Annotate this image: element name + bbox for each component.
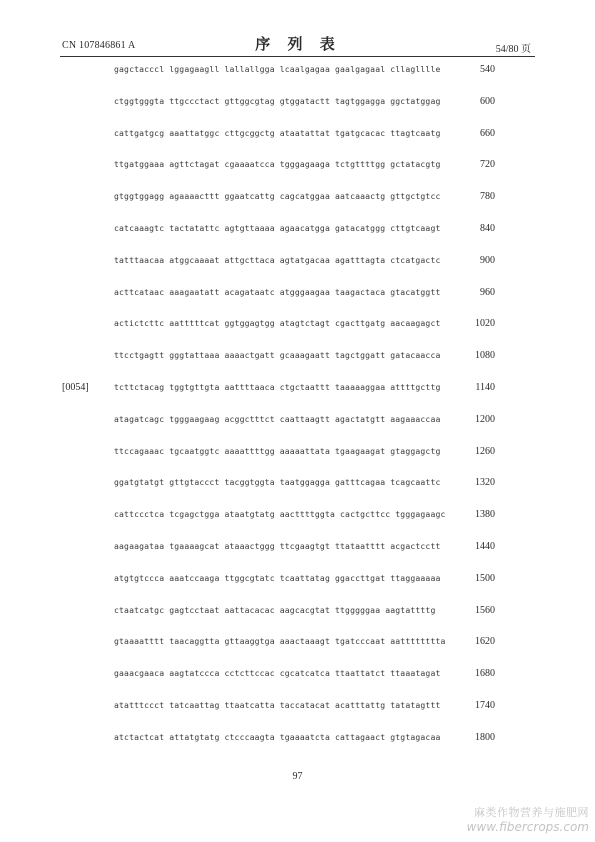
sequence-bases: tatttaacaa atggcaaaat attgcttaca agtatgacaa agatttagta ctcatgactc — [114, 254, 441, 265]
sequence-row — [0, 64, 595, 78]
sequence-row — [0, 128, 595, 142]
sequence-row — [0, 668, 595, 682]
sequence-position: 900 — [480, 254, 495, 266]
sequence-row — [0, 573, 595, 587]
sequence-bases: atctactcat attatgtatg ctcccaagta tgaaaatcta cattagaact gtgtagacaa — [114, 731, 441, 742]
sequence-bases: ttccagaaac tgcaatggtc aaaattttgg aaaaattata tgaagaagat gtaggagctg — [114, 445, 441, 456]
sequence-bases: aagaagataa tgaaaagcat ataaactggg ttcgaagtgt ttataatttt acgactcctt — [114, 541, 441, 551]
publication-number: CN 107846861 A — [62, 40, 136, 51]
page-number: 97 — [292, 771, 303, 782]
sequence-position: 660 — [480, 127, 495, 139]
sequence-row — [0, 446, 595, 460]
sequence-bases: catcaaagtc tactatattc agtgttaaaa agaacatgga gatacatggg cttgtcaagt — [114, 223, 441, 233]
sequence-bases: gaaacgaaca aagtatccca cctcttccac cgcatcatca ttaattatct ttaaatagat — [114, 668, 441, 679]
sequence-position: 1320 — [475, 477, 495, 489]
sequence-position: 540 — [480, 64, 495, 75]
sequence-bases: ctggtgggta ttgccctact gttggcgtag gtggatactt tagtggagga ggctatggag — [114, 95, 441, 106]
sequence-bases: acttcataac aaagaatatt acagataatc atgggaagaa taagactaca gtacatggtt — [114, 286, 441, 297]
sequence-position: 1140 — [475, 382, 495, 393]
sequence-bases: gtggtggagg agaaaacttt ggaatcattg cagcatggaa aatcaaactg gttgctgtcc — [114, 191, 441, 202]
sequence-bases: ctaatcatgc gagtcctaat aattacacac aagcacgtat ttgggggaa aagtattttg — [114, 604, 436, 615]
sequence-row — [0, 382, 595, 396]
sequence-row — [0, 605, 595, 619]
sequence-bases: atagatcagc tgggaagaag acggctttct caattaagtt agactatgtt aagaaaccaa — [114, 413, 441, 424]
sequence-position: 1500 — [475, 572, 495, 584]
watermark-name: 麻类作物营养与施肥网 — [474, 806, 589, 819]
sequence-row — [0, 223, 595, 237]
page-title: 序 列 表 — [255, 35, 341, 53]
watermark-url: www.fibercrops.com — [466, 820, 589, 834]
sequence-bases: atgtgtccca aaatccaaga ttggcgtatc tcaattatag ggaccttgat ttaggaaaaa — [114, 572, 441, 583]
sequence-row — [0, 732, 595, 746]
watermark — [467, 806, 589, 834]
sequence-position: 1200 — [475, 413, 495, 425]
sequence-row — [0, 700, 595, 714]
sequence-position: 960 — [480, 286, 495, 298]
sequence-row — [0, 414, 595, 428]
sequence-position: 1260 — [475, 445, 495, 457]
paragraph-label: [0054] — [62, 382, 89, 393]
page-header — [0, 0, 595, 60]
sequence-row — [0, 159, 595, 173]
sequence-row — [0, 541, 595, 555]
sequence-row — [0, 350, 595, 364]
sequence-row — [0, 477, 595, 491]
header-divider — [60, 56, 535, 57]
sequence-bases: atatttccct tatcaattag ttaatcatta taccatacat acatttattg tatatagttt — [114, 700, 441, 710]
sequence-bases: ttgatggaaa agttctagat cgaaaatcca tgggagaaga tctgttttgg gctatacgtg — [114, 159, 441, 170]
sequence-bases: gtaaaatttt taacaggtta gttaaggtga aaactaaagt tgatcccaat aatttttttta — [114, 636, 446, 647]
page-indicator: 54/80 页 — [495, 44, 531, 55]
sequence-row — [0, 96, 595, 110]
sequence-row — [0, 318, 595, 332]
sequence-position: 1620 — [475, 636, 495, 648]
sequence-position: 1560 — [475, 604, 495, 616]
sequence-row — [0, 255, 595, 269]
sequence-bases: cattccctca tcgagctgga ataatgtatg aacttttggta cactgcttcc tgggagaagc — [114, 509, 446, 520]
sequence-row — [0, 287, 595, 301]
sequence-position: 840 — [480, 223, 495, 234]
sequence-row — [0, 509, 595, 523]
sequence-bases: tcttctacag tggtgttgta aattttaaca ctgctaattt taaaaaggaa attttgcttg — [114, 382, 441, 392]
sequence-position: 1800 — [475, 731, 495, 743]
sequence-row — [0, 636, 595, 650]
sequence-bases: cattgatgcg aaattatggc cttgcggctg ataatattat tgatgcacac ttagtcaatg — [114, 127, 441, 138]
sequence-bases: gagctacccl lggagaagll lallallgga lcaalgagaa gaalgagaal cllaglllle — [114, 64, 441, 74]
sequence-row — [0, 191, 595, 205]
sequence-position: 780 — [480, 191, 495, 203]
sequence-position: 600 — [480, 95, 495, 107]
sequence-position: 1680 — [475, 668, 495, 680]
sequence-position: 1080 — [475, 350, 495, 362]
sequence-position: 1740 — [475, 700, 495, 711]
sequence-bases: ttcctgagtt gggtattaaa aaaactgatt gcaaagaatt tagctggatt gatacaacca — [114, 350, 441, 361]
sequence-bases: ggatgtatgt gttgtaccct tacggtggta taatggagga gatttcagaa tcagcaattc — [114, 477, 441, 488]
sequence-position: 1440 — [475, 541, 495, 552]
sequence-position: 720 — [480, 159, 495, 171]
sequence-position: 1380 — [475, 509, 495, 521]
sequence-position: 1020 — [475, 318, 495, 330]
sequence-bases: actictcttc aatttttcat ggtggagtgg atagtctagt cgacttgatg aacaagagct — [114, 318, 441, 329]
